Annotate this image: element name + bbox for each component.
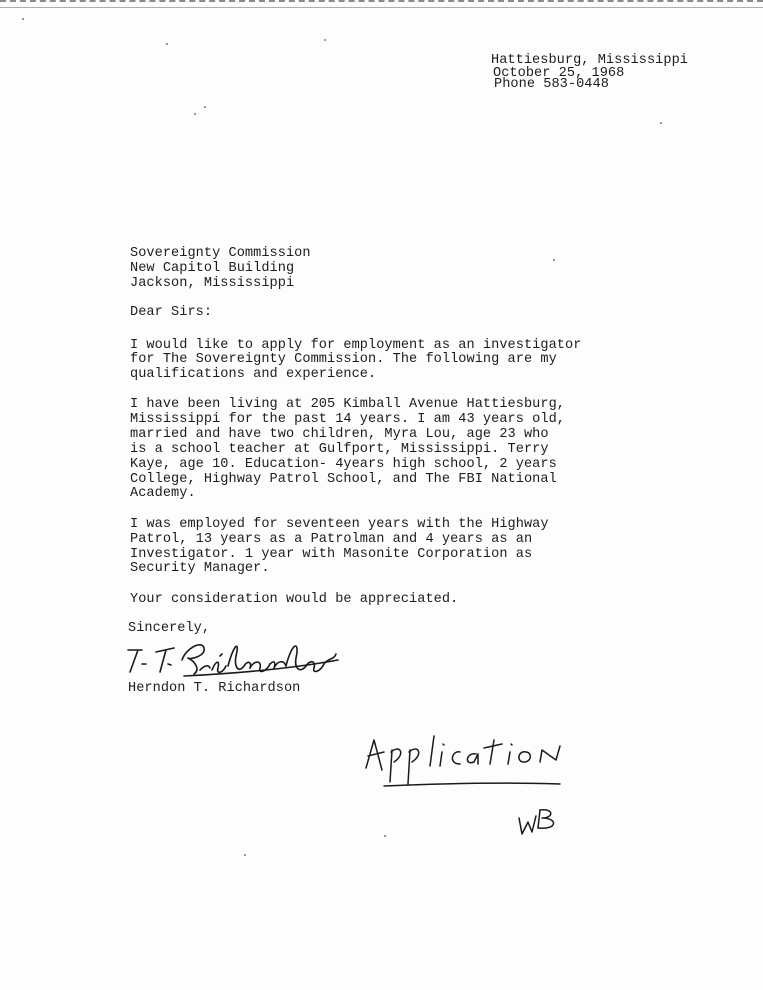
- paragraph-2-line: is a school teacher at Gulfport, Mississippi. Terry: [130, 442, 549, 457]
- salutation: Dear Sirs:: [130, 305, 213, 320]
- paragraph-1-line: I would like to apply for employment as an investigator: [130, 338, 582, 353]
- paragraph-3-line: Investigator. 1 year with Masonite Corporation as: [130, 547, 533, 562]
- paragraph-2-line: married and have two children, Myra Lou, age 23 who: [130, 427, 549, 442]
- signoff: Sincerely,: [128, 621, 211, 636]
- paragraph-2-line: I have been living at 205 Kimball Avenue Hattiesburg,: [130, 397, 566, 412]
- signature-image: [124, 630, 344, 686]
- typed-name: Herndon T. Richardson: [128, 681, 301, 696]
- paragraph-3-line: Security Manager.: [130, 561, 270, 576]
- scan-speck: [204, 106, 206, 108]
- paragraph-1-line: qualifications and experience.: [130, 367, 377, 382]
- paragraph-2-line: Academy.: [130, 486, 196, 501]
- paragraph-2-line: Kaye, age 10. Education- 4years high school, 2 years: [130, 457, 557, 472]
- scan-speck: [22, 18, 24, 20]
- page-top-edge: [0, 0, 763, 8]
- paragraph-2-line: Mississippi for the past 14 years. I am 43 years old,: [130, 412, 566, 427]
- scan-speck: [660, 122, 662, 124]
- closing-line: Your consideration would be appreciated.: [130, 592, 459, 607]
- handwritten-application-note: [360, 726, 580, 802]
- letterhead-phone: Phone 583-0448: [494, 77, 609, 92]
- letterhead-city: Hattiesburg, Mississippi: [491, 53, 688, 68]
- scan-speck: [553, 259, 555, 261]
- paragraph-1-line: for The Sovereignty Commission. The following are my: [130, 352, 557, 367]
- paragraph-3-line: Patrol, 13 years as a Patrolman and 4 years as an: [130, 532, 533, 547]
- recipient-line-3: Jackson, Mississippi: [130, 276, 295, 291]
- scan-speck: [244, 854, 246, 856]
- scan-speck: [324, 39, 326, 41]
- letterhead-date: October 25, 1968: [493, 66, 625, 81]
- paragraph-2-line: College, Highway Patrol School, and The FBI National: [130, 472, 557, 487]
- scan-speck: [384, 835, 386, 837]
- recipient-line-1: Sovereignty Commission: [130, 246, 311, 261]
- scan-speck: [194, 113, 196, 115]
- handwritten-initials: [516, 804, 566, 838]
- scan-speck: [166, 43, 168, 45]
- paragraph-3-line: I was employed for seventeen years with the Highway: [130, 517, 549, 532]
- recipient-line-2: New Capitol Building: [130, 261, 295, 276]
